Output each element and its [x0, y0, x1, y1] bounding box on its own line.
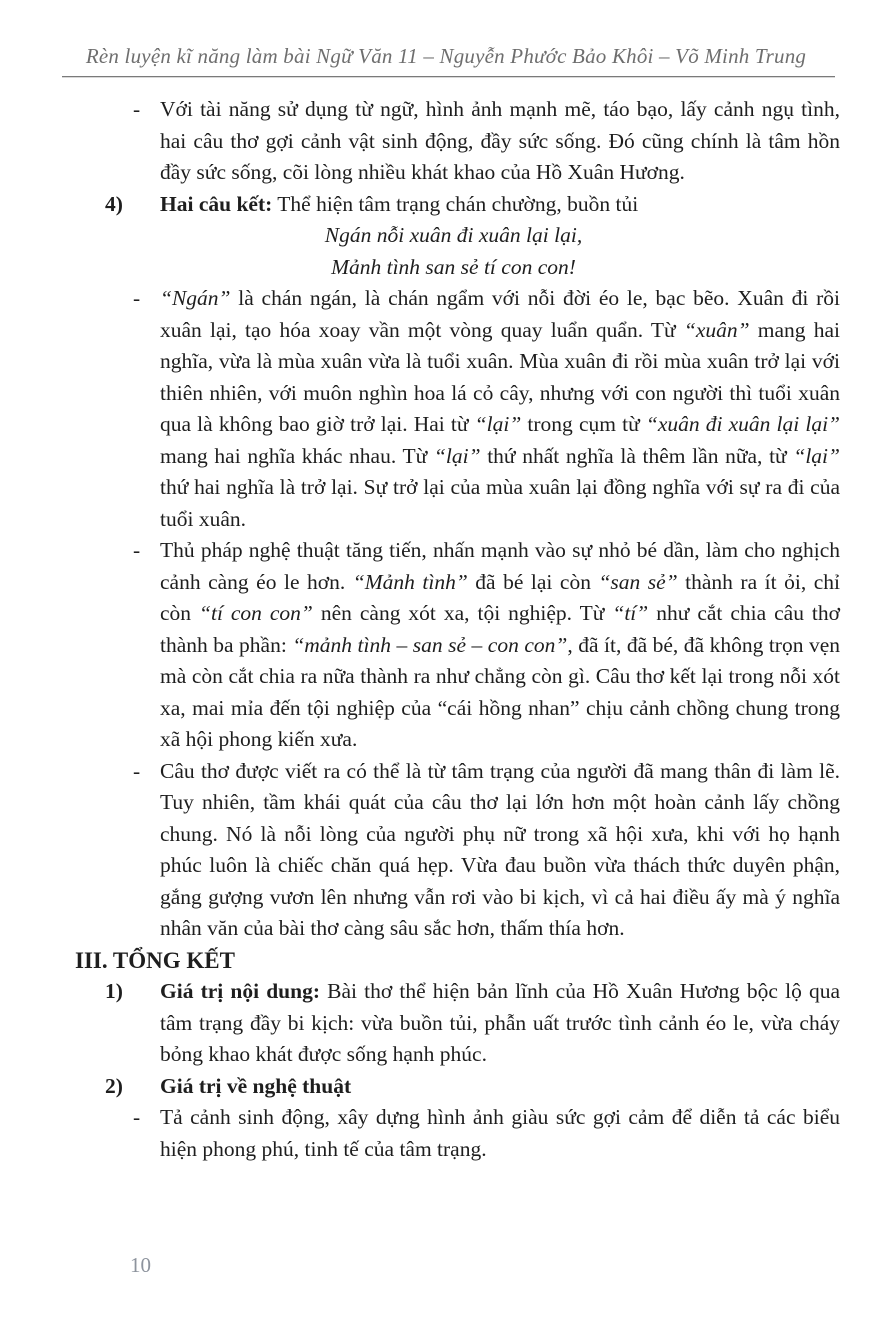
- text-segment: “tí”: [612, 601, 649, 625]
- text-segment: Giá trị về nghệ thuật: [160, 1073, 352, 1098]
- text-segment: “mảnh tình – san sẻ – con con”: [292, 632, 568, 657]
- document-body: [75, 94, 841, 1165]
- poem-line: Ngán nỗi xuân đi xuân lại lại,: [324, 223, 583, 247]
- text-segment: Giá trị nội dung:: [160, 979, 320, 1003]
- poem-excerpt: [105, 220, 840, 283]
- text-segment: “Ngán”: [160, 286, 231, 310]
- poem-line: Mảnh tình san sẻ tí con con!: [331, 254, 576, 279]
- item-number: 1): [105, 979, 123, 1003]
- text-segment: thành ra ít ỏi, chỉ còn: [160, 569, 840, 625]
- text-segment: Hai câu kết:: [160, 191, 273, 216]
- text-segment: như cắt chia câu thơ thành ba phần:: [160, 601, 840, 657]
- running-header-title: Rèn luyện kĩ năng làm bài Ngữ Văn 11 – Nguyễn Phước Bảo Khôi – Võ Minh Trung: [85, 44, 807, 68]
- bullet-marker: -: [133, 538, 141, 562]
- bullet-marker: -: [133, 1105, 141, 1129]
- text-segment: mang hai nghĩa khác nhau. Từ: [160, 443, 434, 468]
- text-segment: Bài thơ thể hiện bản lĩnh của Hồ Xuân Hương bộc lộ qua tâm trạng đầy bi kịch: vừa buồn tủi, phẫn uất trước tình cảnh éo le, vừa cháy bỏng khao khát được sống hạnh phúc.: [160, 979, 840, 1066]
- text-segment: Tả cảnh sinh động, xây dựng hình ảnh giàu sức gợi cảm để diễn tả các biểu hiện phong phú, tinh tế của tâm trạng.: [160, 1105, 840, 1161]
- paragraph-text: [160, 1074, 351, 1098]
- text-segment: “lại”: [474, 412, 522, 436]
- paragraph-text: [160, 97, 840, 184]
- text-segment: “tí con con”: [199, 601, 313, 625]
- text-segment: nên càng xót xa, tội nghiệp. Từ: [312, 601, 613, 625]
- header-rule: [62, 76, 835, 78]
- numbered-item: [105, 189, 840, 221]
- text-segment: , đã ít, đã bé, đã không trọn vẹn mà còn cắt chia ra nữa thành ra như chẳng còn gì. Câu thơ kết lại trong nỗi xót xa, mai mỉa đến tội nghiệp của “cái hồng nhan” chịu cảnh chồng chung trong xã hội phong kiến xưa.: [160, 632, 840, 751]
- item-number: 2): [105, 1073, 123, 1098]
- bullet-item: [105, 756, 840, 945]
- paragraph-text: [160, 759, 840, 941]
- bullet-item: [105, 1102, 840, 1165]
- bullet-marker: -: [133, 758, 141, 783]
- text-segment: “Mảnh tình”: [352, 569, 468, 594]
- numbered-item: [105, 976, 840, 1071]
- bullet-item: [105, 94, 840, 189]
- paragraph-text: [160, 979, 840, 1066]
- item-number: 4): [105, 191, 123, 216]
- bullet-item: [105, 535, 840, 756]
- text-segment: thứ hai nghĩa là trở lại. Sự trở lại của mùa xuân lại đồng nghĩa với sự ra đi của tuổi xuân.: [160, 475, 840, 531]
- text-segment: Câu thơ được viết ra có thể là từ tâm trạng của người đã mang thân đi làm lẽ. Tuy nhiên, tầm khái quát của câu thơ lại lớn hơn một hoàn cảnh lấy chồng chung. Nó là nỗi lòng của người phụ nữ trong xã hội xưa, khi với họ hạnh phúc luôn là chiếc chăn quá hẹp. Vừa đau buồn vừa thách thức duyên phận, gắng gượng vươn lên nhưng vẫn rơi vào bi kịch, vì cả hai điều ấy mà ý nghĩa nhân văn của bài thơ càng sâu sắc hơn, thấm thía hơn.: [160, 758, 840, 940]
- bullet-item: [105, 283, 840, 535]
- text-segment: “lại”: [793, 443, 840, 468]
- paragraph-text: [160, 1105, 840, 1161]
- text-segment: Thể hiện tâm trạng chán chường, buồn tủi: [272, 191, 639, 216]
- text-segment: “lại”: [433, 443, 481, 468]
- text-segment: “xuân”: [683, 317, 750, 342]
- text-segment: là chán ngán, là chán ngẩm với nỗi đời éo le, bạc bẽo. Xuân đi rồi xuân lại, tạo hóa xoay vần một vòng quay luẩn quẩn. Từ: [160, 286, 840, 342]
- text-segment: trong cụm từ: [521, 412, 646, 436]
- paragraph-text: [160, 192, 638, 216]
- page-number: 10: [130, 1253, 151, 1277]
- text-segment: thứ nhất nghĩa là thêm lần nữa, từ: [480, 443, 794, 468]
- section-heading: III. TỔNG KẾT: [75, 947, 235, 973]
- bullet-marker: -: [133, 97, 141, 121]
- text-segment: “san sẻ”: [598, 569, 678, 594]
- numbered-item: [105, 1071, 840, 1103]
- text-segment: mang hai nghĩa, vừa là mùa xuân vừa là tuổi xuân. Mùa xuân đi rồi mùa xuân trở lại với thiên nhiên, với muôn nghìn hoa lá cỏ cây, nhưng với con người thì tuổi xuân qua là không bao giờ trở lại. Hai từ: [160, 317, 840, 436]
- text-segment: Thủ pháp nghệ thuật tăng tiến, nhấn mạnh vào sự nhỏ bé dần, làm cho nghịch cảnh càng éo le hơn.: [160, 538, 840, 594]
- paragraph-text: [160, 538, 840, 751]
- bullet-marker: -: [133, 286, 141, 310]
- text-segment: Với tài năng sử dụng từ ngữ, hình ảnh mạnh mẽ, táo bạo, lấy cảnh ngụ tình, hai câu thơ gợi cảnh vật sinh động, đầy sức sống. Đó cũng chính là tâm hồn đầy sức sống, cõi lòng nhiều khát khao của Hồ Xuân Hương.: [160, 97, 840, 184]
- paragraph-text: [160, 286, 840, 531]
- text-segment: “xuân đi xuân lại lại”: [645, 412, 841, 436]
- text-segment: đã bé lại còn: [467, 569, 599, 594]
